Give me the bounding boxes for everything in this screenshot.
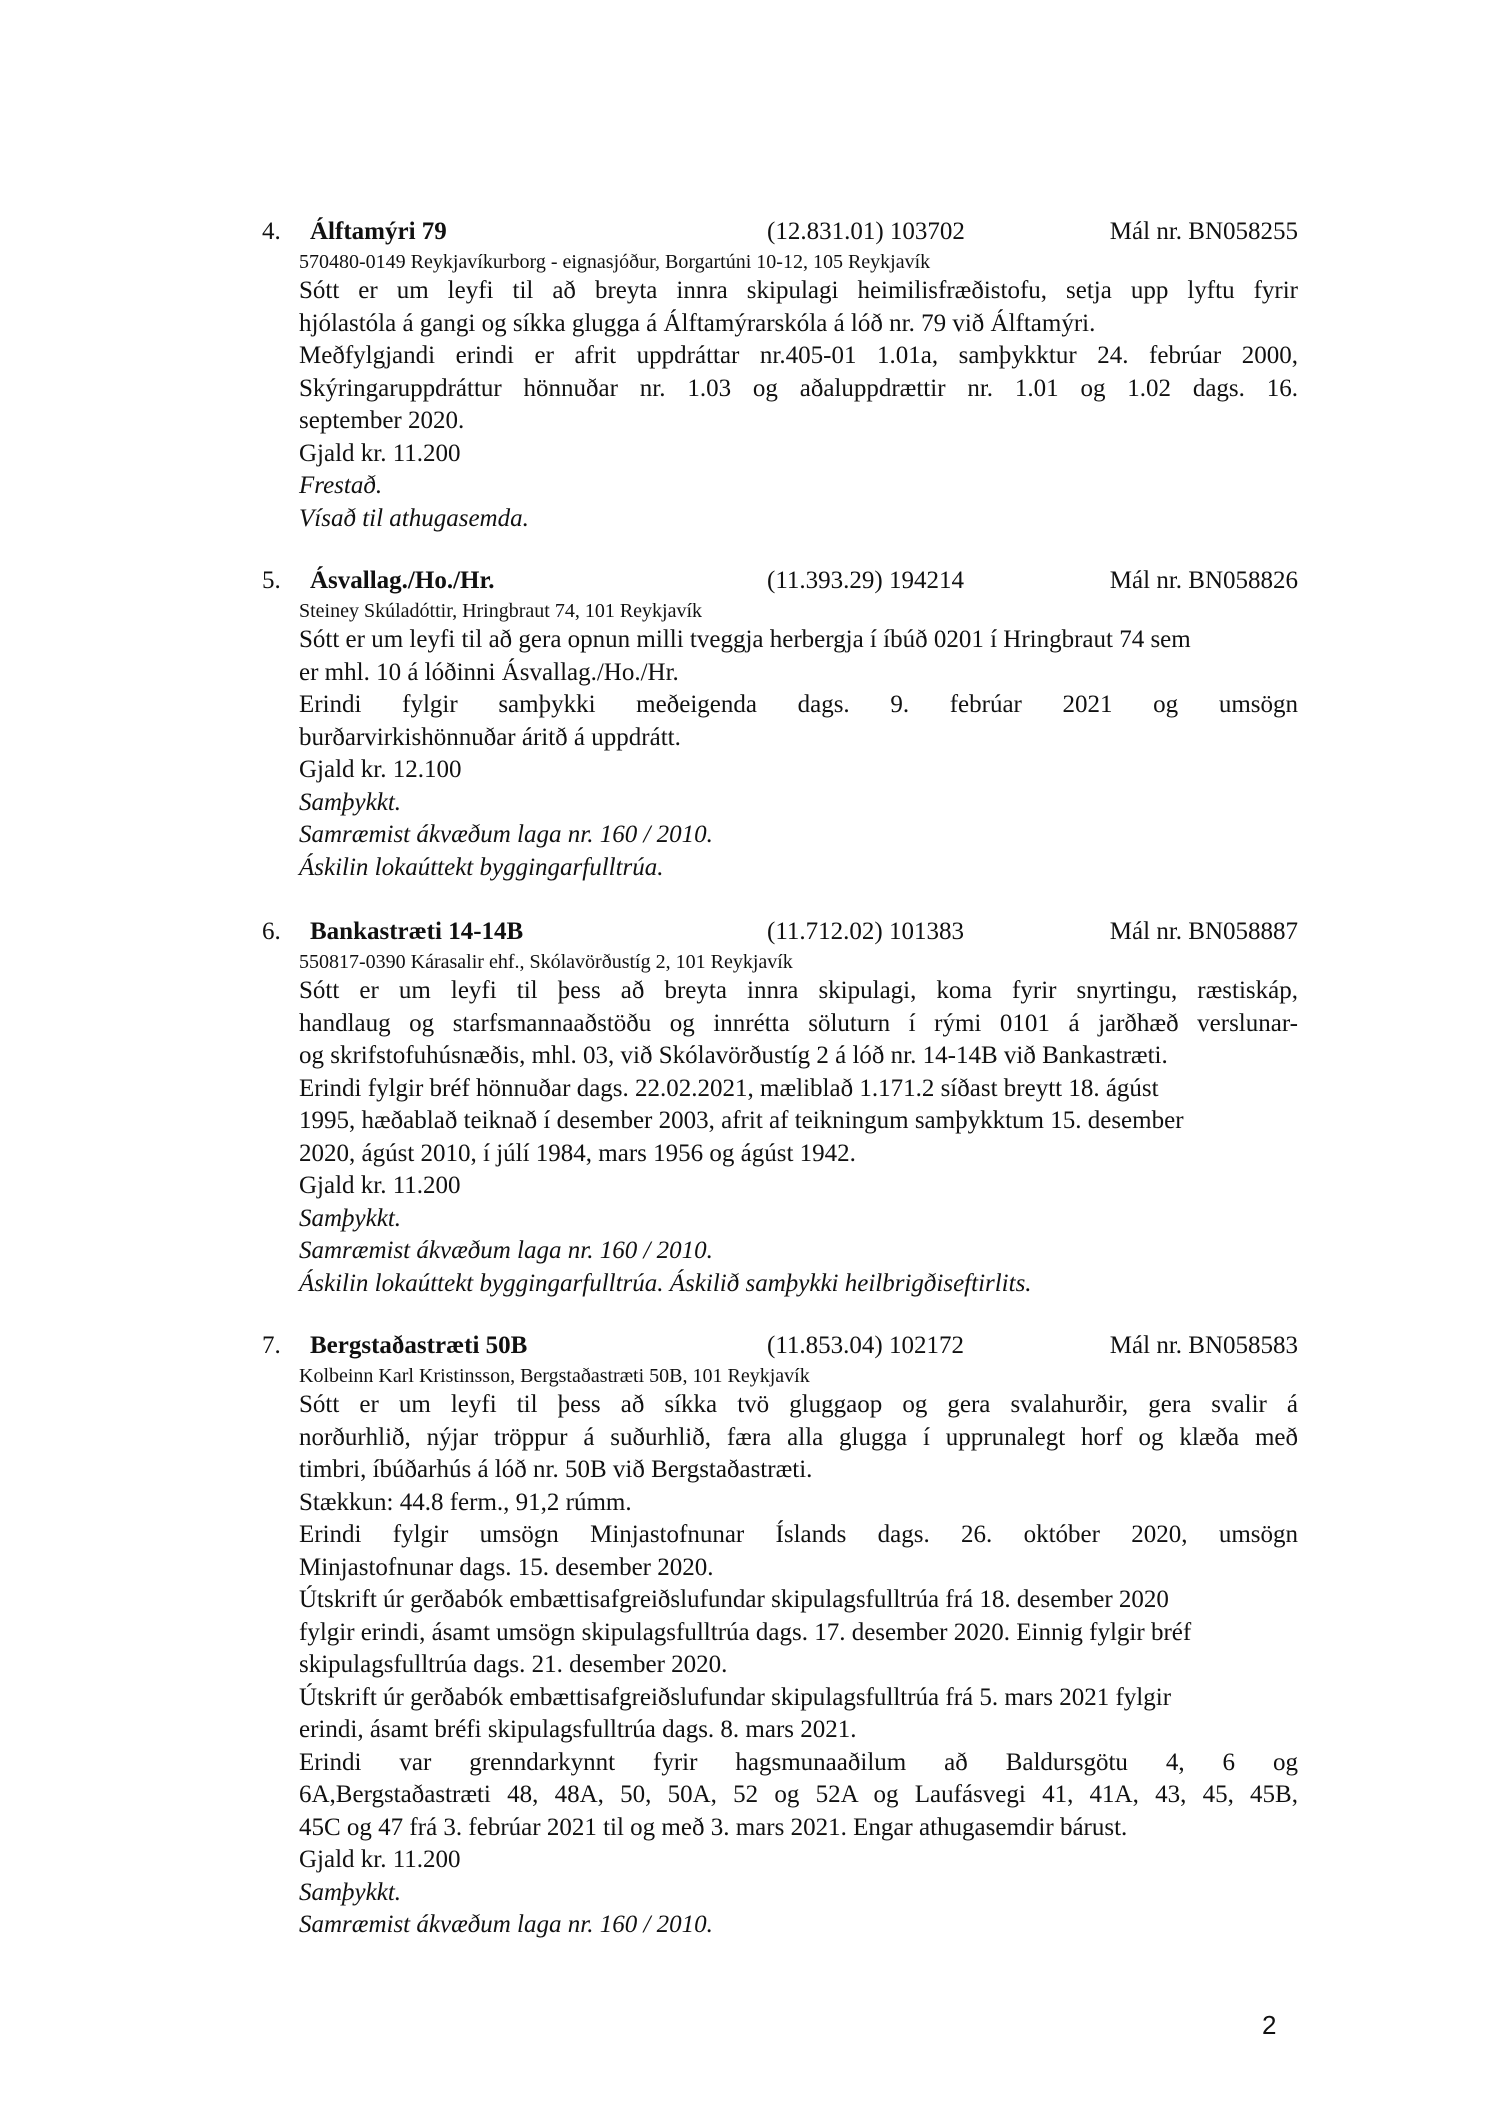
- case-number: 7.: [262, 1332, 281, 1359]
- case-fee: Gjald kr. 12.100: [299, 756, 462, 783]
- case-fee: Gjald kr. 11.200: [299, 439, 461, 467]
- case-reference: Mál nr. BN058583: [1109, 1332, 1298, 1359]
- case-text-line: hjólastóla á gangi og síkka glugga á Álftamýrarskóla á lóð nr. 79 við Álftamýri.: [299, 309, 1096, 337]
- case-text-line: Skýringaruppdráttur hönnuðar nr. 1.03 og aðaluppdrættir nr. 1.01 og 1.02 dags. 16.: [299, 374, 1298, 402]
- case-number: 5.: [262, 567, 281, 594]
- case-decision-note: Samræmist ákvæðum laga nr. 160 / 2010.: [299, 1237, 713, 1264]
- case-text-line: burðarvirkishönnuðar áritð á uppdrátt.: [299, 723, 681, 751]
- case-text-line: Sótt er um leyfi til að gera opnun milli tveggja herbergja í íbúð 0201 í Hringbraut 74 sem: [299, 626, 1191, 653]
- case-decision-note: Samræmist ákvæðum laga nr. 160 / 2010.: [299, 821, 713, 848]
- case-text-line: og skrifstofuhúsnæðis, mhl. 03, við Skólavörðustíg 2 á lóð nr. 14-14B við Bankastræti.: [299, 1042, 1168, 1069]
- case-decision-note: Áskilin lokaúttekt byggingarfulltrúa. Áskilið samþykki heilbrigðiseftirlits.: [299, 1269, 1032, 1297]
- case-lot-id: (11.393.29) 194214: [767, 567, 964, 594]
- case-header: [262, 215, 1298, 249]
- case-text-line: september 2020.: [299, 407, 465, 434]
- case-text-line: 45C og 47 frá 3. febrúar 2021 til og með 3. mars 2021. Engar athugasemdir bárust.: [299, 1813, 1128, 1841]
- case-address: Ásvallag./Ho./Hr.: [310, 567, 495, 594]
- case-text-line: Útskrift úr gerðabók embættisafgreiðslufundar skipulagsfulltrúa frá 5. mars 2021 fylgir: [299, 1683, 1172, 1711]
- case-text-line: Erindi fylgir bréf hönnuðar dags. 22.02.2021, mæliblað 1.171.2 síðast breytt 18. ágúst: [299, 1074, 1159, 1102]
- case-decision-note: Samræmist ákvæðum laga nr. 160 / 2010.: [299, 1911, 713, 1938]
- case-body: [299, 1363, 1298, 1942]
- case-number: 6.: [262, 918, 281, 945]
- case-text-line: Sótt er um leyfi til þess að breyta innra skipulagi, koma fyrir snyrtingu, ræstiskáp,: [299, 977, 1298, 1004]
- case-text-line: Erindi var grenndarkynnt fyrir hagsmunaaðilum að Baldursgötu 4, 6 og: [299, 1748, 1298, 1776]
- case-reference: Mál nr. BN058255: [1109, 218, 1298, 245]
- case-header: [262, 564, 1298, 598]
- case-lot-id: (11.712.02) 101383: [767, 918, 964, 945]
- case-body: [299, 598, 1298, 884]
- case-entry: [262, 564, 1298, 884]
- case-text-line: er mhl. 10 á lóðinni Ásvallag./Ho./Hr.: [299, 658, 679, 686]
- case-applicant: Kolbeinn Karl Kristinsson, Bergstaðastræti 50B, 101 Reykjavík: [299, 1365, 810, 1387]
- case-address: Bergstaðastræti 50B: [310, 1332, 528, 1359]
- case-decision: Frestað.: [299, 472, 383, 499]
- case-applicant: 550817-0390 Kárasalir ehf., Skólavörðustíg 2, 101 Reykjavík: [299, 951, 793, 973]
- case-header: [262, 915, 1298, 949]
- case-lot-id: (11.853.04) 102172: [767, 1332, 964, 1359]
- case-entry: [262, 215, 1298, 535]
- case-text-line: erindi, ásamt bréfi skipulagsfulltrúa dags. 8. mars 2021.: [299, 1716, 857, 1743]
- case-entry: [262, 1329, 1298, 1942]
- case-decision: Samþykkt.: [299, 1878, 402, 1906]
- case-decision-note: Vísað til athugasemda.: [299, 504, 529, 532]
- case-text-line: 1995, hæðablað teiknað í desember 2003, afrit af teikningum samþykktum 15. desember: [299, 1107, 1184, 1134]
- case-text-line: timbri, íbúðarhús á lóð nr. 50B við Bergstaðastræti.: [299, 1456, 813, 1483]
- case-fee: Gjald kr. 11.200: [299, 1846, 461, 1873]
- case-decision-note: Áskilin lokaúttekt byggingarfulltrúa.: [299, 853, 664, 881]
- case-address: Bankastræti 14-14B: [310, 918, 524, 945]
- case-body: [299, 949, 1298, 1300]
- case-text-line: 6A,Bergstaðastræti 48, 48A, 50, 50A, 52 og 52A og Laufásvegi 41, 41A, 43, 45, 45B,: [299, 1781, 1298, 1808]
- case-address: Álftamýri 79: [310, 218, 447, 245]
- case-text-line: handlaug og starfsmannaaðstöðu og innrétta söluturn í rými 0101 á jarðhæð verslunar-: [299, 1009, 1298, 1037]
- case-reference: Mál nr. BN058826: [1109, 567, 1298, 594]
- case-applicant: 570480-0149 Reykjavíkurborg - eignasjóður, Borgartúni 10-12, 105 Reykjavík: [299, 251, 931, 273]
- case-fee: Gjald kr. 11.200: [299, 1172, 461, 1199]
- case-entry: [262, 915, 1298, 1300]
- case-text-line: Erindi fylgir samþykki meðeigenda dags. 9. febrúar 2021 og umsögn: [299, 691, 1298, 718]
- case-body: [299, 249, 1298, 535]
- case-text-line: norðurhlið, nýjar tröppur á suðurhlið, færa alla glugga í upprunalegt horf og klæða með: [299, 1423, 1298, 1451]
- case-text-line: fylgir erindi, ásamt umsögn skipulagsfulltrúa dags. 17. desember 2020. Einnig fylgir bréf: [299, 1618, 1192, 1646]
- case-number: 4.: [262, 218, 281, 245]
- case-text-line: Stækkun: 44.8 ferm., 91,2 rúmm.: [299, 1488, 632, 1516]
- case-lot-id: (12.831.01) 103702: [767, 218, 965, 245]
- case-text-line: Minjastofnunar dags. 15. desember 2020.: [299, 1553, 714, 1581]
- case-text-line: 2020, ágúst 2010, í júlí 1984, mars 1956 og ágúst 1942.: [299, 1139, 856, 1167]
- case-text-line: Sótt er um leyfi til þess að síkka tvö gluggaop og gera svalahurðir, gera svalir á: [299, 1391, 1298, 1418]
- case-applicant: Steiney Skúladóttir, Hringbraut 74, 101 Reykjavík: [299, 600, 703, 622]
- case-reference: Mál nr. BN058887: [1109, 918, 1298, 945]
- case-decision: Samþykkt.: [299, 788, 402, 816]
- case-header: [262, 1329, 1298, 1363]
- case-text-line: Erindi fylgir umsögn Minjastofnunar Íslands dags. 26. október 2020, umsögn: [299, 1521, 1298, 1548]
- page-number: 2: [1262, 2010, 1277, 2040]
- case-text-line: skipulagsfulltrúa dags. 21. desember 2020.: [299, 1651, 728, 1678]
- case-text-line: Útskrift úr gerðabók embættisafgreiðslufundar skipulagsfulltrúa frá 18. desember 2020: [299, 1586, 1169, 1613]
- case-text-line: Meðfylgjandi erindi er afrit uppdráttar nr.405-01 1.01a, samþykktur 24. febrúar 2000,: [299, 342, 1298, 369]
- case-text-line: Sótt er um leyfi til að breyta innra skipulagi heimilisfræðistofu, setja upp lyftu fyrir: [299, 277, 1298, 304]
- case-decision: Samþykkt.: [299, 1204, 402, 1232]
